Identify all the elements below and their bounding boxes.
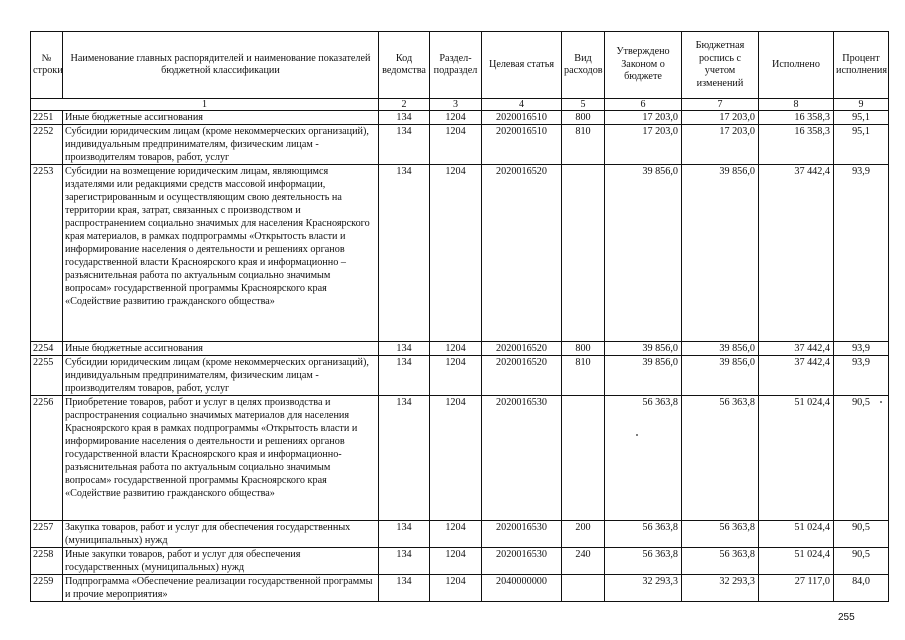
row-dept: 134 bbox=[379, 356, 430, 396]
row-executed: 37 442,4 bbox=[759, 165, 834, 342]
row-executed: 51 024,4 bbox=[759, 396, 834, 521]
row-type: 810 bbox=[562, 125, 605, 165]
row-percent: 95,1 bbox=[834, 125, 889, 165]
table-row bbox=[31, 396, 889, 521]
row-executed: 37 442,4 bbox=[759, 356, 834, 396]
row-target: 2020016520 bbox=[482, 165, 562, 342]
row-budget: 17 203,0 bbox=[682, 111, 759, 125]
row-name: Приобретение товаров, работ и услуг в целях производства и распространения социально значимых материалов для населения Красноярского края в рамках подпрограммы «Открытость власти и информирование населения о деятельности и решениях органов государственной власти Красноярского края и информационно-разъяснительная работа по актуальным социально значимым вопросам» государственной программы Красноярского края «Содействие развитию гражданского общества» bbox=[63, 396, 379, 521]
row-target: 2020016530 bbox=[482, 548, 562, 575]
header-executed: Исполнено bbox=[759, 32, 834, 99]
row-approved: 56 363,8 bbox=[605, 548, 682, 575]
col-number: 2 bbox=[379, 99, 430, 111]
row-dept: 134 bbox=[379, 575, 430, 602]
budget-table-sheet bbox=[30, 31, 889, 602]
row-section: 1204 bbox=[430, 521, 482, 548]
header-approved: Утверждено Законом о бюджете bbox=[605, 32, 682, 99]
row-budget: 39 856,0 bbox=[682, 165, 759, 342]
row-number: 2252 bbox=[31, 125, 63, 165]
row-target: 2040000000 bbox=[482, 575, 562, 602]
table-row bbox=[31, 575, 889, 602]
row-approved: 56 363,8 bbox=[605, 521, 682, 548]
row-executed: 16 358,3 bbox=[759, 125, 834, 165]
col-number: 9 bbox=[834, 99, 889, 111]
row-section: 1204 bbox=[430, 165, 482, 342]
row-approved: 17 203,0 bbox=[605, 111, 682, 125]
row-name: Субсидии на возмещение юридическим лицам, являющимся издателями или редакциями средств массовой информации, зарегистрированным и осуществляющим свою деятельность на территории края, затрат, связанных с производством и распространением социально значимых для населения Красноярского края материалов, в рамках подпрограммы «Открытость власти и информирование населения о деятельности и решениях органов государственной власти Красноярского края и информационно – разъяснительная работа по актуальным социально значимым вопросам» государственной программы Красноярского края «Содействие развитию гражданского общества» bbox=[63, 165, 379, 342]
table-row bbox=[31, 125, 889, 165]
row-name: Подпрограмма «Обеспечение реализации государственной программы и прочие мероприятия» bbox=[63, 575, 379, 602]
row-number: 2255 bbox=[31, 356, 63, 396]
row-approved: 32 293,3 bbox=[605, 575, 682, 602]
row-type: 810 bbox=[562, 356, 605, 396]
row-target: 2020016530 bbox=[482, 521, 562, 548]
row-number: 2254 bbox=[31, 342, 63, 356]
row-number: 2256 bbox=[31, 396, 63, 521]
row-percent: 95,1 bbox=[834, 111, 889, 125]
row-percent: 90,5 bbox=[834, 548, 889, 575]
row-type bbox=[562, 575, 605, 602]
row-approved: 39 856,0 bbox=[605, 356, 682, 396]
row-type: 800 bbox=[562, 111, 605, 125]
row-budget: 56 363,8 bbox=[682, 548, 759, 575]
header-section: Раздел-подраздел bbox=[430, 32, 482, 99]
col-number: 1 bbox=[31, 99, 379, 111]
row-name: Иные бюджетные ассигнования bbox=[63, 342, 379, 356]
row-dept: 134 bbox=[379, 125, 430, 165]
row-target: 2020016520 bbox=[482, 356, 562, 396]
row-approved: 39 856,0 bbox=[605, 165, 682, 342]
row-number: 2258 bbox=[31, 548, 63, 575]
row-budget: 39 856,0 bbox=[682, 342, 759, 356]
header-target: Целевая статья bbox=[482, 32, 562, 99]
col-number: 3 bbox=[430, 99, 482, 111]
row-dept: 134 bbox=[379, 521, 430, 548]
header-row-no: № строки bbox=[31, 32, 63, 99]
table-row bbox=[31, 356, 889, 396]
col-number: 6 bbox=[605, 99, 682, 111]
row-type: 200 bbox=[562, 521, 605, 548]
row-type bbox=[562, 165, 605, 342]
budget-execution-table bbox=[30, 31, 889, 602]
column-number-row bbox=[31, 99, 889, 111]
row-target: 2020016510 bbox=[482, 111, 562, 125]
row-dept: 134 bbox=[379, 342, 430, 356]
row-section: 1204 bbox=[430, 396, 482, 521]
row-dept: 134 bbox=[379, 396, 430, 521]
row-approved: 56 363,8 bbox=[605, 396, 682, 521]
col-number: 7 bbox=[682, 99, 759, 111]
scan-speck bbox=[880, 401, 882, 403]
row-executed: 27 117,0 bbox=[759, 575, 834, 602]
row-number: 2259 bbox=[31, 575, 63, 602]
row-target: 2020016510 bbox=[482, 125, 562, 165]
row-budget: 56 363,8 bbox=[682, 396, 759, 521]
row-budget: 32 293,3 bbox=[682, 575, 759, 602]
row-number: 2253 bbox=[31, 165, 63, 342]
row-name: Субсидии юридическим лицам (кроме некоммерческих организаций), индивидуальным предпринимателям, физическим лицам - производителям товаров, работ, услуг bbox=[63, 125, 379, 165]
row-type: 240 bbox=[562, 548, 605, 575]
row-percent: 90,5 bbox=[834, 396, 889, 521]
scan-speck bbox=[636, 434, 638, 436]
header-exp-type: Вид расходов bbox=[562, 32, 605, 99]
row-name: Иные бюджетные ассигнования bbox=[63, 111, 379, 125]
row-number: 2251 bbox=[31, 111, 63, 125]
row-type bbox=[562, 396, 605, 521]
row-executed: 51 024,4 bbox=[759, 521, 834, 548]
row-percent: 93,9 bbox=[834, 165, 889, 342]
row-budget: 17 203,0 bbox=[682, 125, 759, 165]
row-budget: 56 363,8 bbox=[682, 521, 759, 548]
row-dept: 134 bbox=[379, 111, 430, 125]
row-budget: 39 856,0 bbox=[682, 356, 759, 396]
header-percent: Процент исполнения bbox=[834, 32, 889, 99]
row-section: 1204 bbox=[430, 342, 482, 356]
table-row bbox=[31, 165, 889, 342]
row-name: Закупка товаров, работ и услуг для обеспечения государственных (муниципальных) нужд bbox=[63, 521, 379, 548]
row-section: 1204 bbox=[430, 575, 482, 602]
row-percent: 93,9 bbox=[834, 356, 889, 396]
row-type: 800 bbox=[562, 342, 605, 356]
col-number: 5 bbox=[562, 99, 605, 111]
row-name: Субсидии юридическим лицам (кроме некоммерческих организаций), индивидуальным предпринимателям, физическим лицам - производителям товаров, работ, услуг bbox=[63, 356, 379, 396]
row-section: 1204 bbox=[430, 356, 482, 396]
row-approved: 17 203,0 bbox=[605, 125, 682, 165]
table-row bbox=[31, 111, 889, 125]
table-row bbox=[31, 521, 889, 548]
row-approved: 39 856,0 bbox=[605, 342, 682, 356]
row-dept: 134 bbox=[379, 165, 430, 342]
row-executed: 37 442,4 bbox=[759, 342, 834, 356]
table-header-row bbox=[31, 32, 889, 99]
table-row bbox=[31, 342, 889, 356]
row-number: 2257 bbox=[31, 521, 63, 548]
col-number: 8 bbox=[759, 99, 834, 111]
row-percent: 84,0 bbox=[834, 575, 889, 602]
row-dept: 134 bbox=[379, 548, 430, 575]
row-target: 2020016530 bbox=[482, 396, 562, 521]
header-name: Наименование главных распорядителей и наименование показателей бюджетной классификации bbox=[63, 32, 379, 99]
row-percent: 90,5 bbox=[834, 521, 889, 548]
row-percent: 93,9 bbox=[834, 342, 889, 356]
row-section: 1204 bbox=[430, 125, 482, 165]
row-section: 1204 bbox=[430, 111, 482, 125]
row-executed: 16 358,3 bbox=[759, 111, 834, 125]
header-budget-list: Бюджетная роспись с учетом изменений bbox=[682, 32, 759, 99]
col-number: 4 bbox=[482, 99, 562, 111]
table-row bbox=[31, 548, 889, 575]
header-dept-code: Код ведомства bbox=[379, 32, 430, 99]
row-target: 2020016520 bbox=[482, 342, 562, 356]
row-section: 1204 bbox=[430, 548, 482, 575]
page-number: 255 bbox=[838, 612, 855, 623]
row-name: Иные закупки товаров, работ и услуг для обеспечения государственных (муниципальных) нужд bbox=[63, 548, 379, 575]
row-executed: 51 024,4 bbox=[759, 548, 834, 575]
